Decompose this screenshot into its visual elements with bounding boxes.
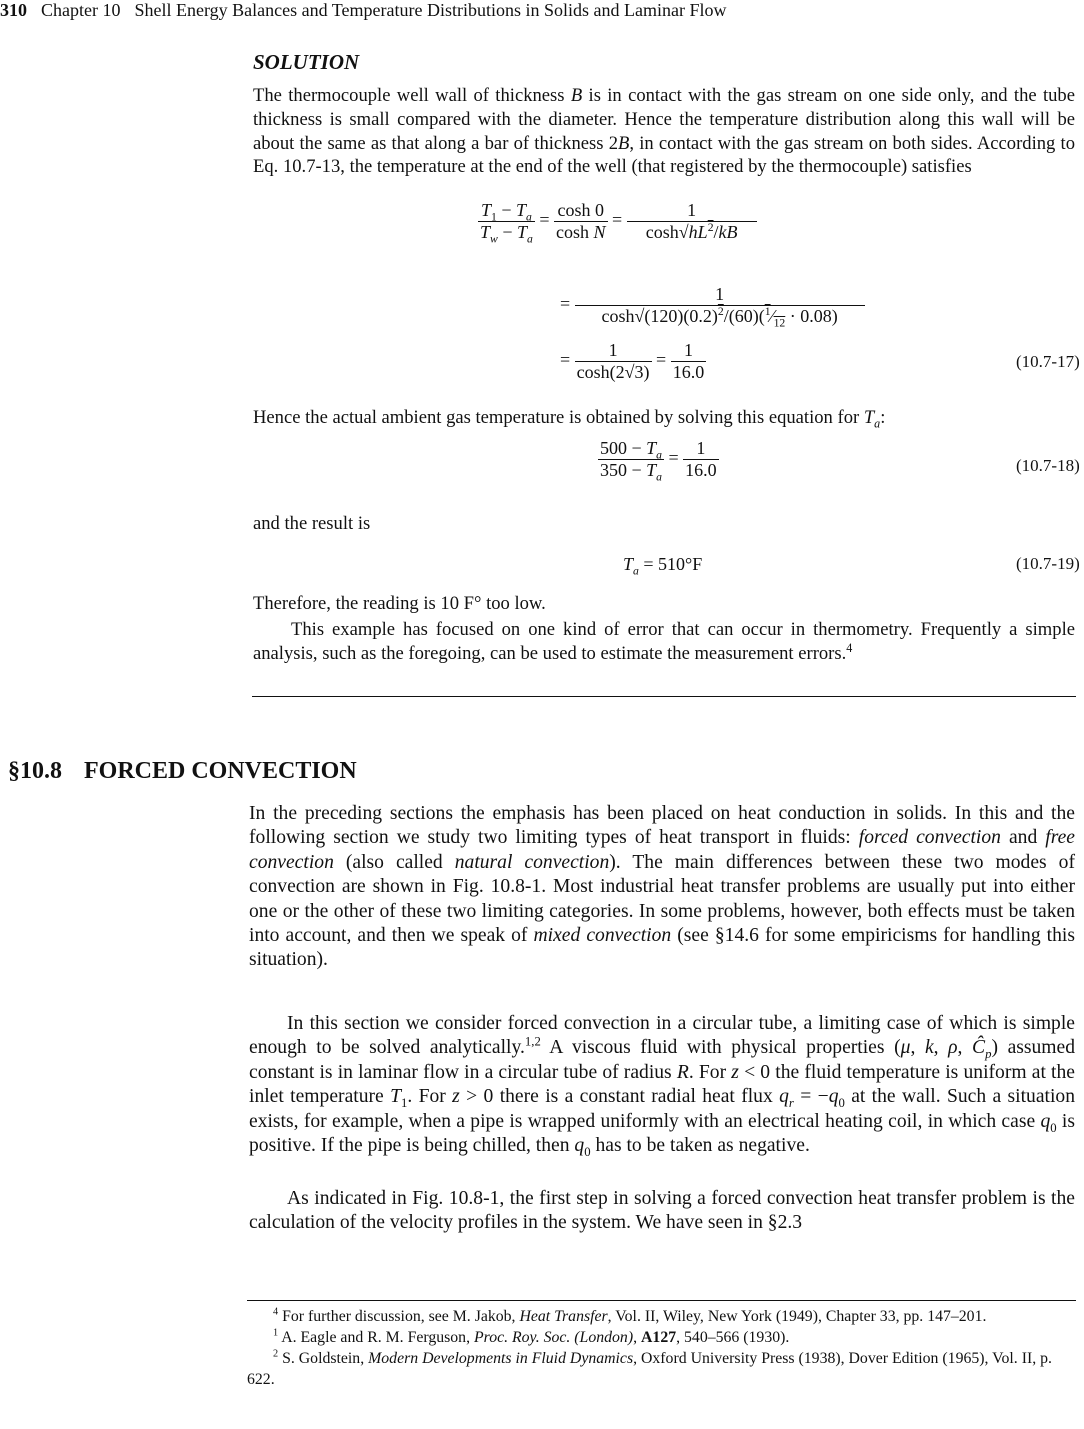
solution-paragraph-4: Therefore, the reading is 10 F° too low. <box>253 593 546 614</box>
footnote-rule <box>247 1300 1076 1301</box>
example-end-rule <box>252 696 1076 697</box>
section-number: §10.8 <box>8 758 62 784</box>
section-title: FORCED CONVECTION <box>84 758 357 784</box>
section-paragraph-3: As indicated in Fig. 10.8-1, the first step in solving a forced convection heat transfer problem is the calculation of the velocity profiles in the system. We have seen in §2.3 <box>249 1188 1075 1234</box>
equation-number-17: (10.7-17) <box>1016 352 1080 371</box>
equation-line-2: = $\frac{1}{\cosh√(120)(0.2)^2/(60)(^1⁄_{12} \cdot 0.08)}$ <box>560 284 865 327</box>
equation-number-19: (10.7-19) <box>1016 554 1080 573</box>
chapter-label: Chapter 10 <box>41 0 121 20</box>
section-paragraph-2: In this section we consider forced convection in a circular tube, a limiting case of which is simple enough to be solved analytically.$^{1,2}$ A viscous fluid with physical properties (μ, k, ρ, $Ĉ_p$) assumed constant is in laminar flow in a circular tube of radius R. For z < 0 the fluid temperature is uniform at the inlet temperature $T_1$. For z > 0 there is a constant radial heat flux $q_r = -q_0$ at the wall. Such a situation exists, for example, when a pipe is wrapped uniformly with an electrical heating coil, in which case $q_0$ is positive. If the pipe is being chilled, then $q_0$ has to be taken as negative. <box>249 1013 1076 1159</box>
footnotes <box>247 1306 1076 1390</box>
page-number: 310 <box>0 0 27 20</box>
equation-number-18: (10.7-18) <box>1016 456 1080 475</box>
section-paragraph-1: In the preceding sections the emphasis has been placed on heat conduction in solids. In this and the following section we study two limiting types of heat transport in fluids: forced convection and free convection (also called natural convection). The main differences between these two modes of convection are shown in Fig. 10.8-1. Most industrial heat transfer problems are usually put into either one or the other of these two limiting categories. In some problems, however, both effects must be taken into account, and then we speak of mixed convection (see §14.6 for some empiricisms for handling this situation). <box>249 803 1075 971</box>
solution-paragraph-2: Hence the actual ambient gas temperature is obtained by solving this equation for $T_a$: <box>253 407 886 431</box>
solution-paragraph-1-text: The thermocouple well wall of thickness B is in contact with the gas stream on one side only, and the tube thickness is small compared with the diameter. Hence the temperature distribution along this wall will be about the same as that along a bar of thickness 2B, in contact with the gas stream on both sides. According to Eq. 10.7-13, the temperature at the end of the well (that registered by the thermocouple) satisfies <box>253 85 1075 178</box>
running-header <box>0 0 726 26</box>
equation-line-3: = $\frac{1}{\cosh(2√3)}$ = $\frac{1}{16.0}$ <box>560 340 705 382</box>
section-heading <box>8 758 357 785</box>
solution-heading: SOLUTION <box>253 50 360 74</box>
equation-19: $T_a = 510^\circ F$ <box>623 554 703 578</box>
solution-paragraph-5: This example has focused on one kind of error that can occur in thermometry. Frequently a simple analysis, such as the foregoing, can be used to estimate the measurement errors.$^4$ <box>253 619 1075 664</box>
footnote-2: $^2$ S. Goldstein, Modern Developments in Fluid Dynamics, Oxford University Press (1938), Dover Edition (1965), Vol. II, p. 622. <box>247 1348 1052 1388</box>
footnote-4: $^4$ For further discussion, see M. Jakob, Heat Transfer, Vol. II, Wiley, New York (1949), Chapter 33, pp. 147–201. <box>273 1306 987 1325</box>
solution-paragraph-3: and the result is <box>253 513 371 534</box>
solution-paragraph-1 <box>253 84 1075 179</box>
equation-line-1: $\frac{T_1 - T_a}{T_w - T_a}$ = $\frac{\cosh 0}{\text{cosh N}}$ = $\frac{1}{\cosh√hL^2/kB}$ <box>478 200 757 243</box>
running-title: Shell Energy Balances and Temperature Distributions in Solids and Laminar Flow <box>134 0 727 20</box>
equation-18: $\frac{500 - T_a}{350 - T_a}$ = $\frac{1}{16.0}$ <box>600 438 717 484</box>
footnote-1: $^1$ A. Eagle and R. M. Ferguson, Proc. Roy. Soc. (London), A127, 540–566 (1930). <box>273 1327 790 1346</box>
